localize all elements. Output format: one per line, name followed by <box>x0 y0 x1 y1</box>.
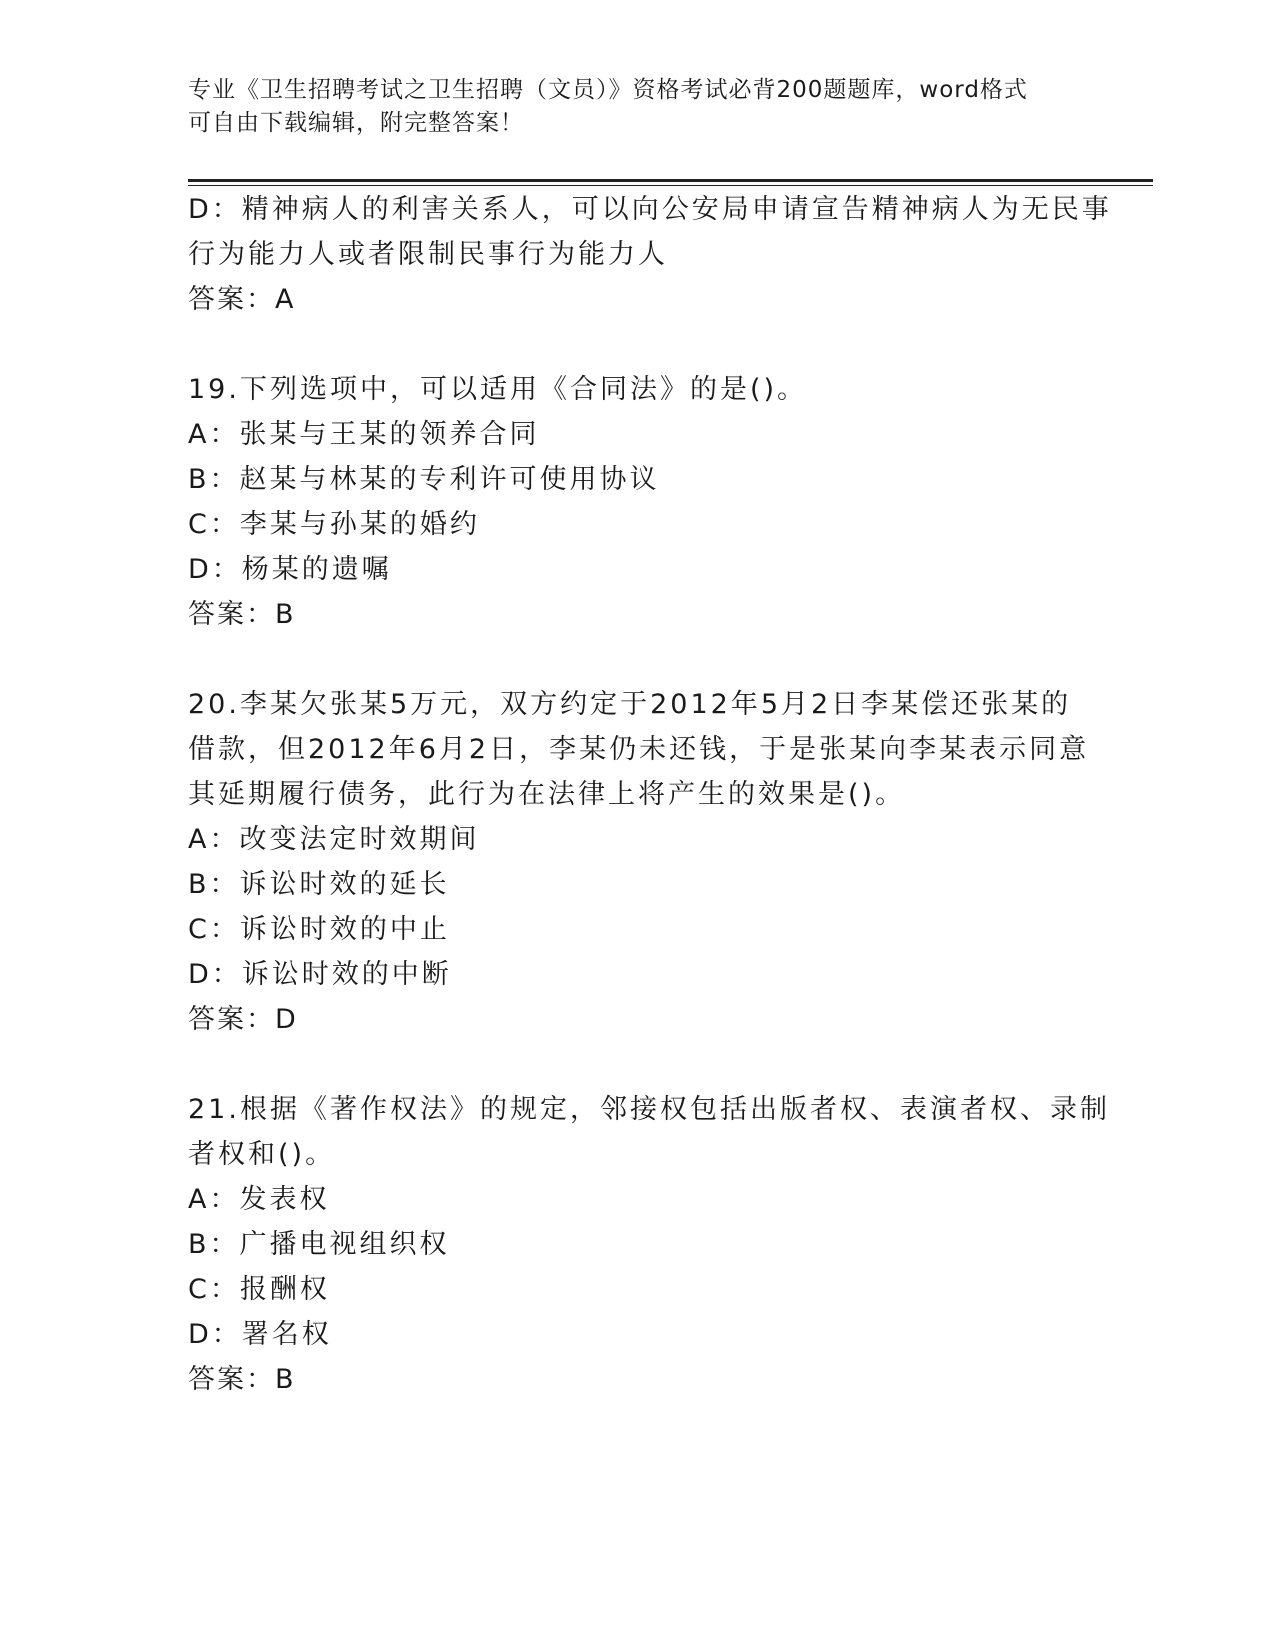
question-stem-line-2: 借款，但2012年6月2日，李某仍未还钱，于是张某向李某表示同意 <box>188 734 1090 765</box>
header-divider-thick <box>188 179 1153 182</box>
answer-value: B <box>275 599 296 630</box>
header-divider-thin <box>188 185 1153 186</box>
answer-label: 答案： <box>188 1004 275 1035</box>
header-title-line-1: 专业《卫生招聘考试之卫生招聘（文员）》资格考试必背200题题库，word格式 <box>188 77 1028 103</box>
spacer <box>188 638 1088 682</box>
option-b: B：赵某与林某的专利许可使用协议 <box>188 464 660 495</box>
option-d-line-1: D：精神病人的利害关系人，可以向公安局申请宣告精神病人为无民事 <box>188 194 1112 225</box>
question-20 <box>188 682 1088 1043</box>
document-body <box>188 187 1112 1403</box>
answer-line <box>188 1357 1088 1403</box>
question-18-continued <box>188 187 1112 323</box>
document-header <box>188 74 1088 140</box>
answer-line <box>188 997 1088 1043</box>
answer-line <box>188 277 1088 323</box>
answer-value: D <box>275 1004 298 1035</box>
option-d: D：诉讼时效的中断 <box>188 959 452 990</box>
option-a: A：张某与王某的领养合同 <box>188 419 540 450</box>
question-stem-line-1: 21.根据《著作权法》的规定，邻接权包括出版者权、表演者权、录制 <box>188 1094 1110 1125</box>
option-c: C：诉讼时效的中止 <box>188 914 450 945</box>
question-21 <box>188 1087 1110 1403</box>
answer-line <box>188 592 1088 638</box>
answer-value: B <box>275 1364 296 1395</box>
option-a: A：改变法定时效期间 <box>188 824 480 855</box>
option-b: B：广播电视组织权 <box>188 1229 450 1260</box>
question-stem-line-3: 其延期履行债务，此行为在法律上将产生的效果是()。 <box>188 779 906 810</box>
header-title-line-2: 可自由下载编辑，附完整答案！ <box>188 110 524 136</box>
option-c: C：李某与孙某的婚约 <box>188 509 480 540</box>
question-stem-line-1: 20.李某欠张某5万元，双方约定于2012年5月2日李某偿还张某的 <box>188 689 1072 720</box>
option-c: C：报酬权 <box>188 1274 330 1305</box>
question-19 <box>188 367 1088 638</box>
answer-label: 答案： <box>188 1364 275 1395</box>
question-stem: 19.下列选项中，可以适用《合同法》的是()。 <box>188 374 808 405</box>
answer-value: A <box>275 284 296 315</box>
answer-label: 答案： <box>188 599 275 630</box>
answer-label: 答案： <box>188 284 275 315</box>
option-d: D：杨某的遗嘱 <box>188 554 392 585</box>
option-d: D：署名权 <box>188 1319 332 1350</box>
option-d-line-2: 行为能力人或者限制民事行为能力人 <box>188 239 668 270</box>
spacer <box>188 323 1088 367</box>
question-stem-line-2: 者权和()。 <box>188 1139 336 1170</box>
spacer <box>188 1043 1088 1087</box>
option-a: A：发表权 <box>188 1184 330 1215</box>
option-b: B：诉讼时效的延长 <box>188 869 450 900</box>
